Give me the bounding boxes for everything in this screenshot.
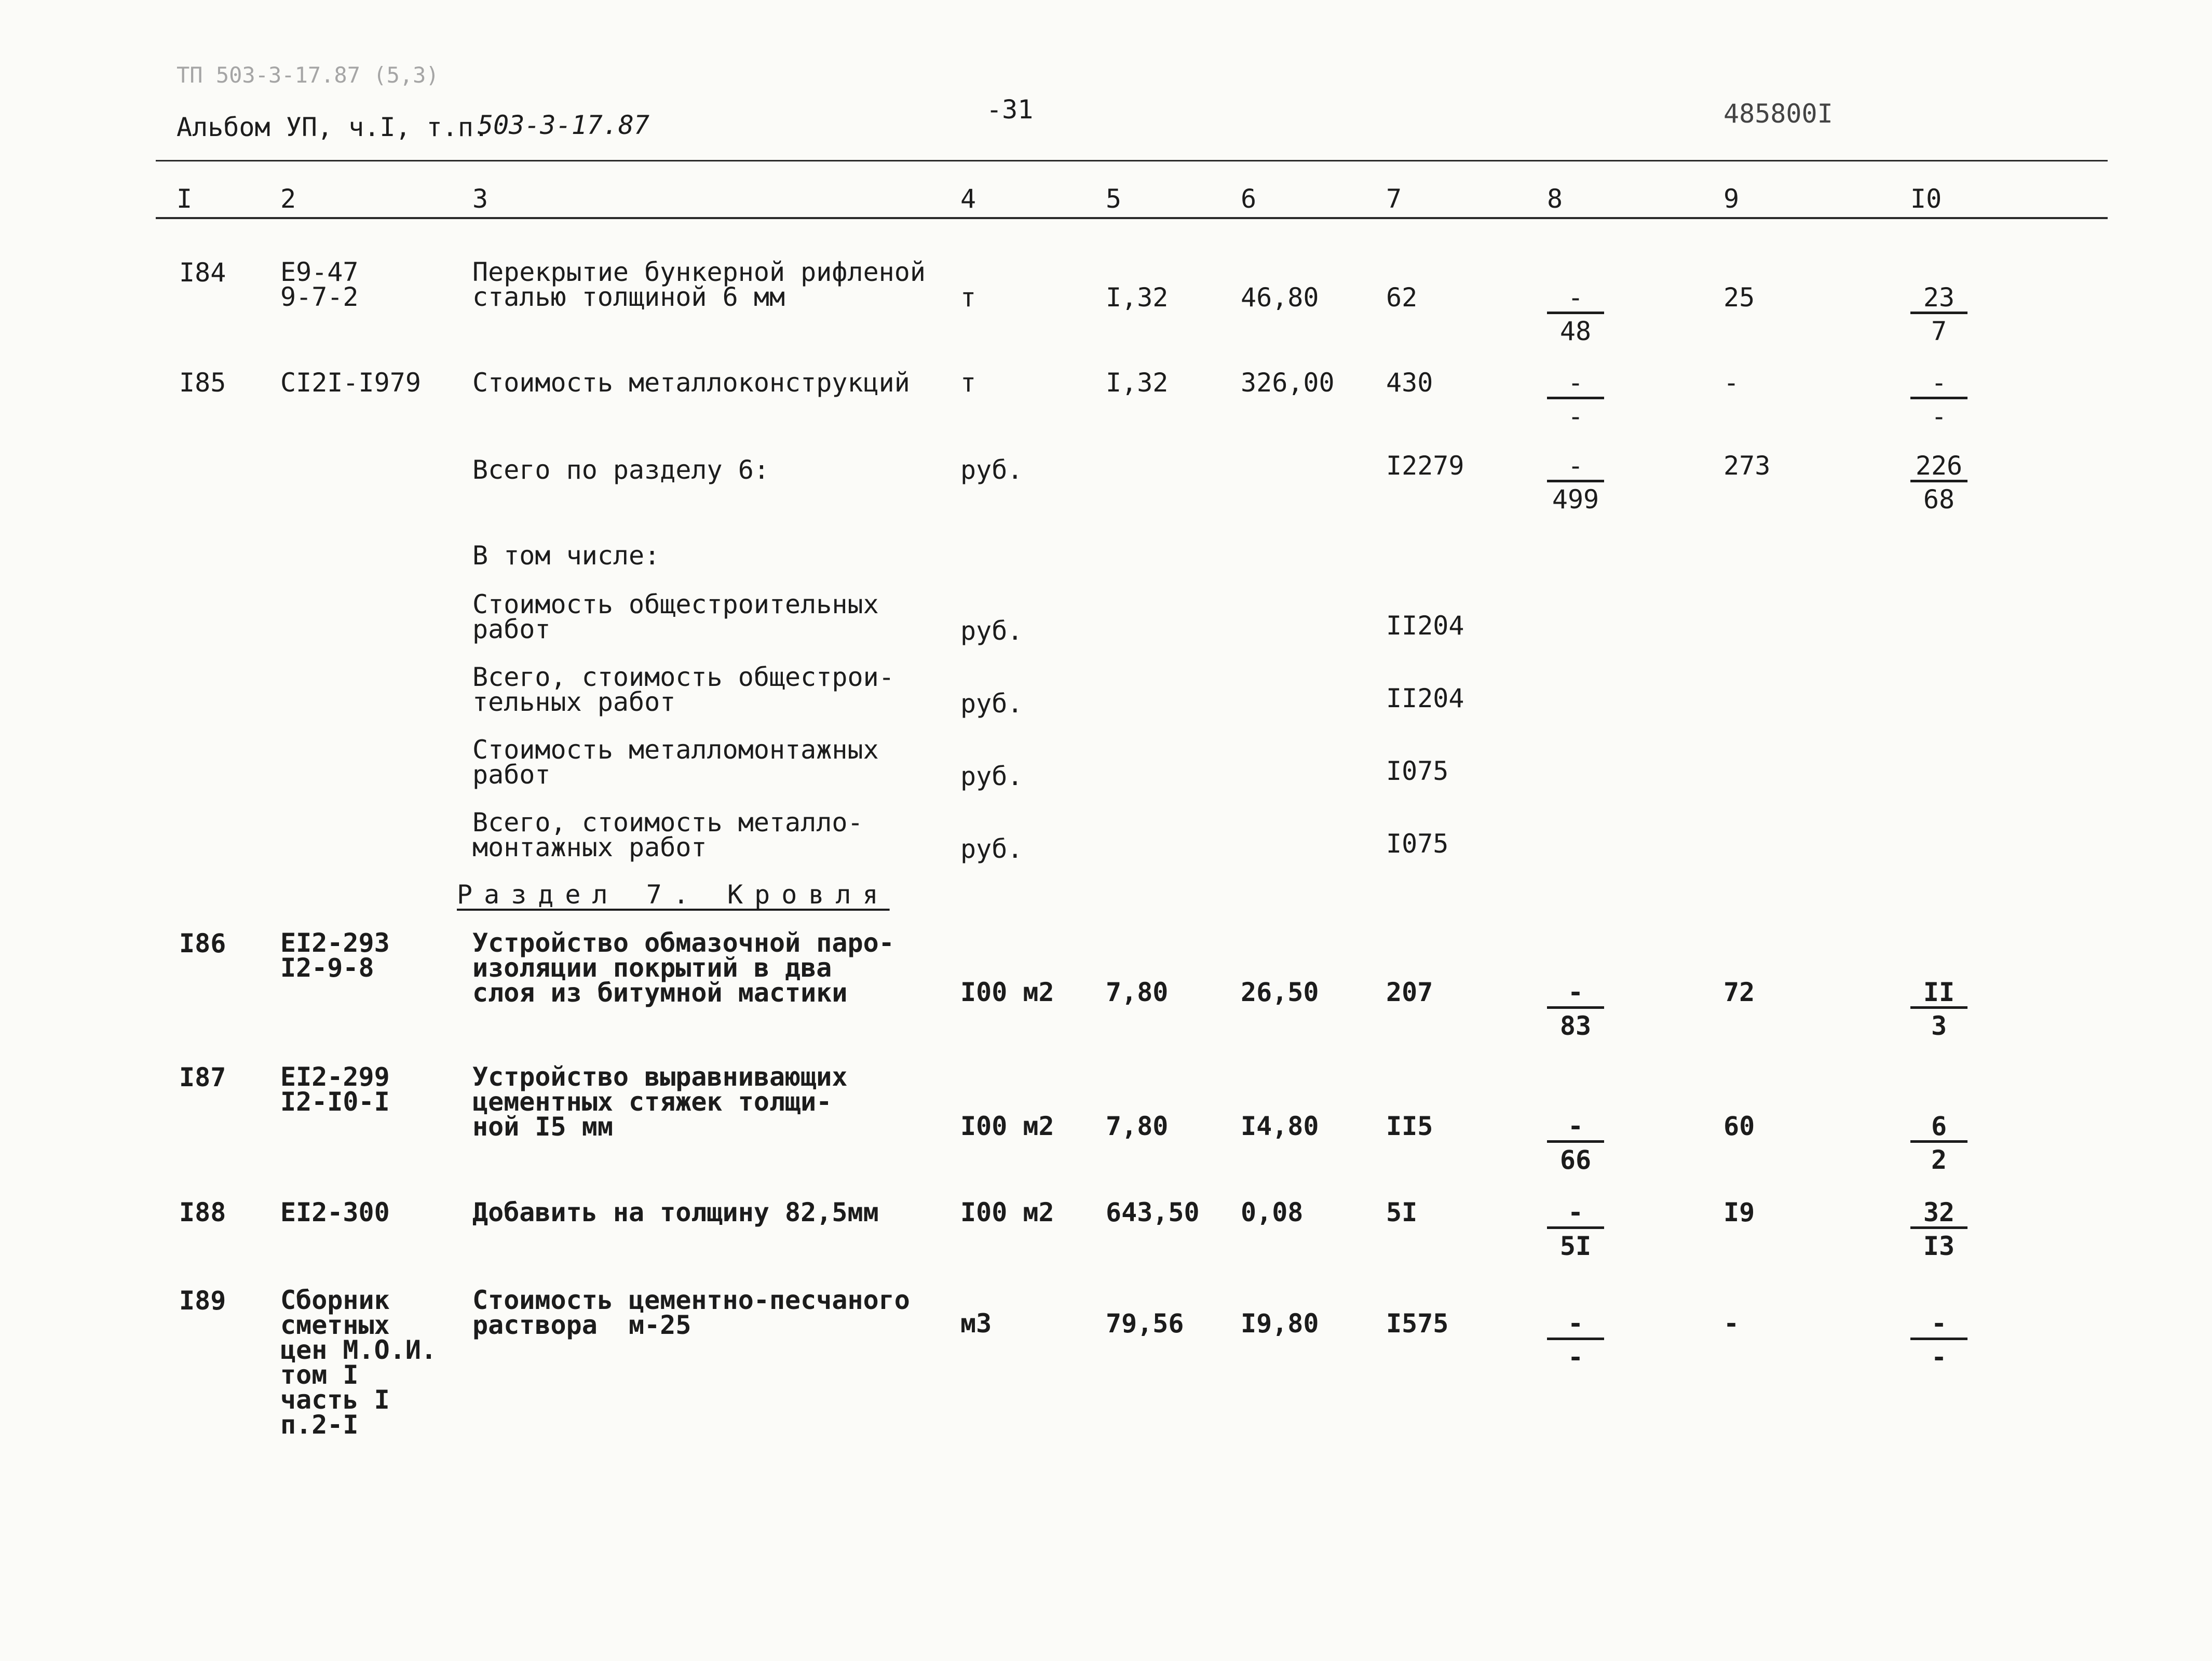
- row-186-name: Устройство обмазочной паро- изоляции покрытий в два слоя из битумной мастики: [472, 928, 894, 1008]
- row-189-code: Сборник сметных цен М.О.И. том I часть I п.2-I: [280, 1285, 437, 1440]
- row-186-total: 207: [1386, 977, 1433, 1007]
- row-184-price: 46,80: [1241, 282, 1319, 313]
- row-185-name: Стоимость металлоконструкций: [472, 368, 910, 398]
- fraction-numerator: -: [1547, 453, 1604, 482]
- row-186-col8-fraction: [1547, 979, 1604, 1040]
- fraction-denominator: -: [1567, 401, 1584, 431]
- album-reference: Альбом УП, ч.I, т.п.: [177, 112, 490, 142]
- total-general-construction-unit: руб.: [960, 688, 1023, 719]
- row-187-name: Устройство выравнивающих цементных стяжек толщи- ной I5 мм: [472, 1062, 848, 1142]
- fraction-numerator: 226: [1910, 453, 1967, 482]
- row-188-col10-fraction: [1910, 1199, 1967, 1260]
- row-186-unit: I00 м2: [960, 977, 1054, 1007]
- fraction-denominator: 68: [1923, 484, 1955, 515]
- fraction-denominator: 3: [1931, 1011, 1947, 1041]
- row-184-code: E9-47 9-7-2: [280, 257, 359, 312]
- fraction-numerator: -: [1547, 1199, 1604, 1229]
- row-185-total: 430: [1386, 368, 1433, 398]
- row-188-col9: I9: [1724, 1197, 1755, 1227]
- row-186-code: EI2-293 I2-9-8: [280, 928, 390, 983]
- row-186-col10-fraction: [1910, 979, 1967, 1040]
- column-header-7: 7: [1386, 184, 1402, 214]
- column-header-4: 4: [960, 184, 976, 214]
- document-number: 485800I: [1724, 99, 1833, 129]
- fraction-numerator: -: [1547, 1113, 1604, 1143]
- row-184-name: Перекрытие бункерной рифленой сталью толщиной 6 мм: [472, 257, 926, 312]
- section-6-col9: 273: [1724, 451, 1771, 481]
- row-187-col8-fraction: [1547, 1113, 1604, 1174]
- row-185-number: I85: [179, 368, 226, 398]
- general-construction-cost-unit: руб.: [960, 616, 1023, 646]
- fraction-denominator: 83: [1559, 1011, 1592, 1041]
- total-general-construction-value: II204: [1386, 683, 1464, 713]
- page-number: -31: [986, 94, 1034, 125]
- column-header-3: 3: [472, 184, 488, 214]
- header-bottom-rule: [156, 217, 2108, 219]
- row-188-price: 0,08: [1241, 1197, 1304, 1227]
- row-185-price: 326,00: [1241, 368, 1335, 398]
- row-188-number: I88: [179, 1197, 226, 1227]
- row-187-unit: I00 м2: [960, 1111, 1054, 1141]
- column-header-8: 8: [1547, 184, 1563, 214]
- column-header-5: 5: [1106, 184, 1122, 214]
- row-189-number: I89: [179, 1286, 226, 1316]
- row-184-col8-fraction: [1547, 282, 1604, 346]
- column-header-2: 2: [280, 184, 296, 214]
- fraction-numerator: 23: [1910, 285, 1967, 314]
- fraction-numerator: 32: [1910, 1199, 1967, 1229]
- project-code: 503-3-17.87: [478, 110, 650, 140]
- fraction-numerator: -: [1910, 370, 1967, 399]
- row-185-quantity: I,32: [1106, 368, 1169, 398]
- row-189-price: I9,80: [1241, 1308, 1319, 1339]
- general-construction-cost-label: Стоимость общестроительных работ: [472, 589, 879, 644]
- fraction-numerator: -: [1547, 1311, 1604, 1340]
- row-188-total: 5I: [1386, 1197, 1418, 1227]
- fraction-denominator: 2: [1931, 1145, 1947, 1175]
- fraction-denominator: -: [1567, 1342, 1584, 1372]
- row-188-name: Добавить на толщину 82,5мм: [472, 1197, 879, 1227]
- row-185-unit: т: [960, 368, 976, 398]
- row-187-col9: 60: [1724, 1111, 1755, 1141]
- metal-assembly-cost-label: Стоимость металломонтажных работ: [472, 735, 879, 790]
- fraction-denominator: -: [1931, 401, 1947, 431]
- row-189-col10-fraction: [1910, 1308, 1967, 1372]
- row-188-quantity: 643,50: [1106, 1197, 1200, 1227]
- row-184-number: I84: [179, 258, 226, 288]
- row-187-price: I4,80: [1241, 1111, 1319, 1141]
- row-188-code: EI2-300: [280, 1197, 390, 1227]
- fraction-numerator: -: [1547, 979, 1604, 1009]
- row-184-col9: 25: [1724, 282, 1755, 313]
- section-6-col10-fraction: [1910, 453, 1967, 514]
- total-general-construction-label: Всего, стоимость общестрои- тельных работ: [472, 662, 894, 717]
- row-184-quantity: I,32: [1106, 282, 1169, 313]
- section-6-total-value: I2279: [1386, 451, 1464, 481]
- general-construction-cost-value: II204: [1386, 611, 1464, 641]
- row-188-unit: I00 м2: [960, 1197, 1054, 1227]
- fraction-numerator: 6: [1910, 1113, 1967, 1143]
- section-6-col8-fraction: [1547, 453, 1604, 514]
- row-184-total: 62: [1386, 282, 1418, 313]
- row-189-quantity: 79,56: [1106, 1308, 1184, 1339]
- row-186-number: I86: [179, 928, 226, 958]
- fraction-denominator: 5I: [1559, 1231, 1592, 1261]
- row-187-total: II5: [1386, 1111, 1433, 1141]
- row-189-col9: -: [1724, 1308, 1740, 1339]
- column-header-1: I: [177, 184, 193, 214]
- row-184-col10-fraction: [1910, 282, 1967, 346]
- metal-assembly-cost-value: I075: [1386, 756, 1449, 786]
- including-label: В том числе:: [472, 541, 660, 571]
- total-metal-assembly-label: Всего, стоимость металло- монтажных работ: [472, 807, 863, 862]
- fraction-numerator: -: [1910, 1311, 1967, 1340]
- column-header-9: 9: [1724, 184, 1740, 214]
- total-metal-assembly-unit: руб.: [960, 834, 1023, 864]
- row-187-code: EI2-299 I2-I0-I: [280, 1062, 390, 1117]
- fraction-denominator: 48: [1559, 316, 1592, 346]
- metal-assembly-cost-unit: руб.: [960, 761, 1023, 791]
- row-186-quantity: 7,80: [1106, 977, 1169, 1007]
- section-6-total-unit: руб.: [960, 455, 1023, 485]
- fraction-denominator: -: [1931, 1342, 1947, 1372]
- row-185-col9: -: [1724, 368, 1740, 398]
- row-186-col9: 72: [1724, 977, 1755, 1007]
- row-185-col8-fraction: [1547, 370, 1604, 430]
- row-189-col8-fraction: [1547, 1308, 1604, 1372]
- row-189-unit: м3: [960, 1308, 992, 1339]
- faint-header-line: ТП 503-3-17.87 (5,3): [177, 62, 439, 88]
- column-header-10: I0: [1910, 184, 1942, 214]
- fraction-denominator: 499: [1552, 484, 1599, 515]
- fraction-numerator: -: [1547, 370, 1604, 399]
- row-187-col10-fraction: [1910, 1113, 1967, 1174]
- section-6-total-label: Всего по разделу 6:: [472, 455, 769, 485]
- section-7-heading: Раздел 7. Кровля: [457, 880, 890, 910]
- column-header-6: 6: [1241, 184, 1257, 214]
- row-185-col10-fraction: [1910, 370, 1967, 430]
- row-189-name: Стоимость цементно-песчаного раствора м-25: [472, 1285, 910, 1340]
- fraction-numerator: II: [1910, 979, 1967, 1009]
- row-186-price: 26,50: [1241, 977, 1319, 1007]
- row-185-code: CI2I-I979: [280, 368, 421, 398]
- row-188-col8-fraction: [1547, 1199, 1604, 1260]
- header-top-rule: [156, 160, 2108, 161]
- row-184-unit: т: [960, 282, 976, 313]
- row-187-number: I87: [179, 1062, 226, 1092]
- row-189-total: I575: [1386, 1308, 1449, 1339]
- fraction-denominator: 7: [1931, 316, 1947, 346]
- row-187-quantity: 7,80: [1106, 1111, 1169, 1141]
- total-metal-assembly-value: I075: [1386, 829, 1449, 859]
- fraction-numerator: -: [1547, 285, 1604, 314]
- fraction-denominator: I3: [1923, 1231, 1955, 1261]
- fraction-denominator: 66: [1559, 1145, 1592, 1175]
